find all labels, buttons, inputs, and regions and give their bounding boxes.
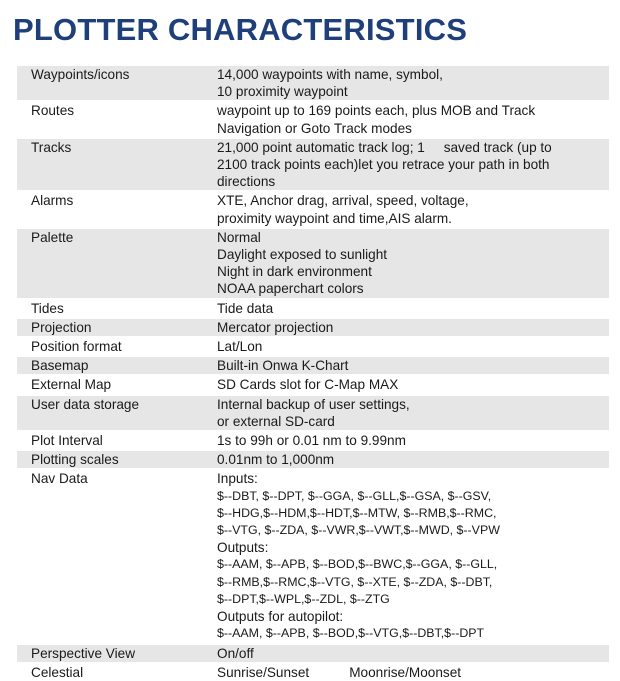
celestial-sun: Sunrise/Sunset (217, 664, 310, 680)
value-line: 0.01nm to 1,000nm (217, 452, 335, 468)
row-label: Plotting scales (31, 452, 119, 468)
row-label: Position format (31, 339, 122, 355)
value-line: On/off (217, 645, 254, 661)
row-value (217, 192, 609, 226)
value-line: $--HDG,$--HDM,$--HDT,$--MTW, $--RMB,$--RMC, (217, 505, 497, 520)
value-line: waypoint up to 169 points each, plus MOB and Track (217, 103, 536, 119)
row-value (217, 645, 609, 662)
value-line: XTE, Anchor drag, arrival, speed, voltage, (217, 193, 469, 209)
value-line: Built-in Onwa K-Chart (217, 358, 349, 374)
value-line: proximity waypoint and time,AIS alarm. (217, 210, 452, 226)
value-line: $--DPT,$--WPL,$--ZDL, $--ZTG (217, 591, 390, 606)
table-row (17, 66, 609, 100)
row-label: Projection (31, 319, 92, 335)
row-label: Celestial (31, 664, 84, 680)
table-row (17, 396, 609, 430)
value-line: Inputs: (217, 471, 258, 487)
row-label: User data storage (31, 396, 140, 412)
value-line: Outputs for autopilot: (217, 609, 344, 625)
row-label: Basemap (31, 358, 89, 374)
row-label: Routes (31, 103, 75, 119)
page-title: PLOTTER CHARACTERISTICS (13, 12, 468, 47)
table-row (17, 470, 609, 642)
row-value (217, 139, 609, 191)
table-row (17, 102, 609, 136)
row-value (217, 664, 609, 681)
value-line: $--AAM, $--APB, $--BOD,$--BWC,$--GGA, $--GLL, (217, 557, 498, 572)
row-value (217, 338, 609, 355)
row-value (217, 357, 609, 374)
value-line: $--AAM, $--APB, $--BOD,$--VTG,$--DBT,$--DPT (217, 626, 485, 641)
row-value (217, 102, 609, 136)
row-label: Plot Interval (31, 433, 103, 449)
value-line: NOAA paperchart colors (217, 281, 364, 297)
row-value (217, 300, 609, 317)
value-line: or external SD-card (217, 413, 335, 429)
value-line: Lat/Lon (217, 339, 263, 355)
celestial-moon: Moonrise/Moonset (349, 664, 462, 680)
row-label: Perspective View (31, 645, 136, 661)
spec-table (17, 66, 609, 681)
table-row (17, 451, 609, 468)
row-value (217, 451, 609, 468)
row-label: Palette (31, 229, 74, 245)
table-row (17, 432, 609, 449)
value-line: Navigation or Goto Track modes (217, 120, 412, 136)
row-label: External Map (31, 377, 112, 393)
value-line: Tide data (217, 300, 274, 316)
value-line: Normal (217, 229, 261, 245)
row-value (217, 66, 609, 100)
value-line: SD Cards slot for C-Map MAX (217, 377, 399, 393)
value-line: $--DBT, $--DPT, $--GGA, $--GLL,$--GSA, $--GSV, (217, 488, 492, 503)
row-label: Tracks (31, 139, 72, 155)
table-row (17, 357, 609, 374)
table-row (17, 139, 609, 191)
value-line: directions (217, 174, 276, 190)
value-line: 1s to 99h or 0.01 nm to 9.99nm (217, 433, 406, 449)
table-row (17, 376, 609, 393)
value-line: Night in dark environment (217, 264, 372, 280)
value-line: Daylight exposed to sunlight (217, 247, 388, 263)
value-line: 10 proximity waypoint (217, 84, 348, 100)
table-row (17, 192, 609, 226)
value-line (217, 664, 603, 681)
value-line: 14,000 waypoints with name, symbol, (217, 67, 443, 82)
value-line: 2100 track points each)let you retrace your path in both (217, 157, 550, 173)
row-value (217, 396, 609, 430)
value-line: 21,000 point automatic track log; 1 saved track (up to (217, 139, 552, 155)
value-line: Mercator projection (217, 319, 334, 335)
table-row (17, 300, 609, 317)
row-value (217, 470, 609, 642)
row-label: Alarms (31, 193, 74, 209)
row-label: Tides (31, 300, 64, 316)
table-row (17, 229, 609, 298)
table-row (17, 645, 609, 662)
value-line: $--VTG, $--ZDA, $--VWR,$--VWT,$--MWD, $--VPW (217, 523, 500, 538)
value-line: Outputs: (217, 540, 269, 556)
value-line: Internal backup of user settings, (217, 396, 410, 412)
table-row (17, 664, 609, 681)
row-value (217, 319, 609, 336)
row-label: Waypoints/icons (31, 67, 130, 82)
table-row (17, 319, 609, 336)
row-value (217, 229, 609, 298)
table-row (17, 338, 609, 355)
row-label: Nav Data (31, 471, 88, 487)
row-value (217, 432, 609, 449)
row-value (217, 376, 609, 393)
value-line: $--RMB,$--RMC,$--VTG, $--XTE, $--ZDA, $--DBT, (217, 574, 493, 589)
